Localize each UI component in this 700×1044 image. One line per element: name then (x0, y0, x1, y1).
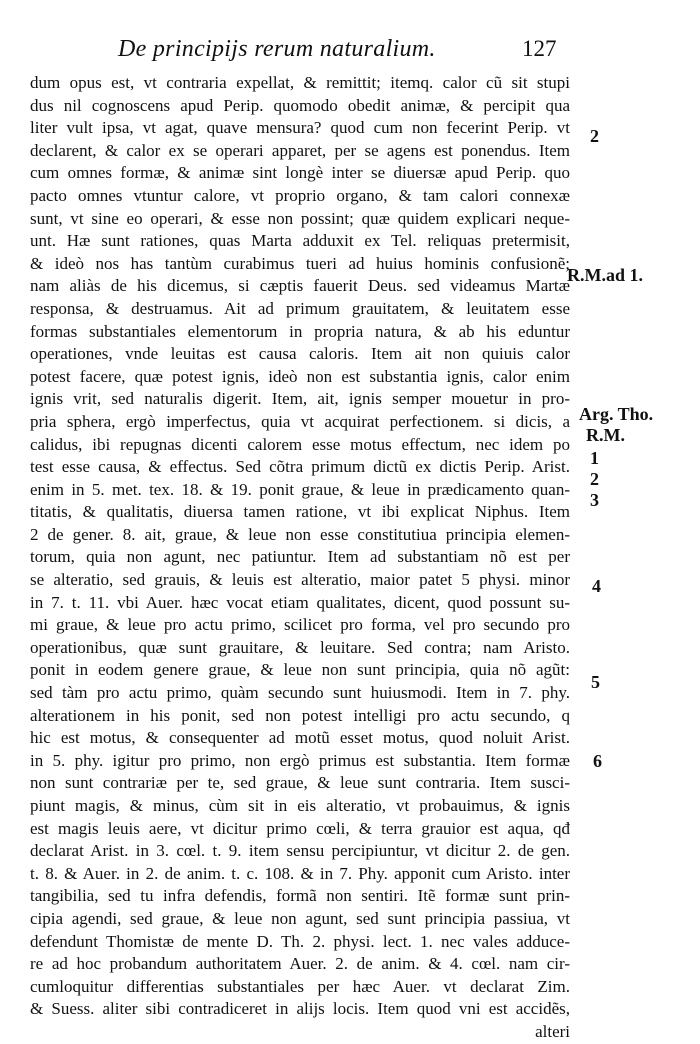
text-line: responsa, & destruamus. Ait ad primum grauitatem, & leuitatem esse (30, 298, 570, 318)
text-line: sunt, vt sine eo operari, & esse non possint; quæ quidem explicari neque- (30, 208, 570, 228)
text-line: dus nil cognoscens apud Perip. quomodo obedit animæ, & percipit qua (30, 95, 570, 115)
text-line: in 5. phy. igitur pro primo, non ergò primus est substantia. Item formæ (30, 750, 570, 770)
text-line: ignis vrit, sed naturalis digerit. Item, ait, ignis semper mouetur in pro- (30, 389, 570, 409)
text-line: enim in 5. met. tex. 18. & 19. ponit graue, & leue in prædicamento quan- (30, 479, 570, 499)
text-line: mi graue, & leue pro actu primo, scilicet pro forma, vel pro secundo pro (30, 615, 570, 635)
text-line: operationes, vnde leuitas est causa caloris. Item ait non quiuis calor (30, 344, 570, 364)
text-line: calidus, ibi repugnas dicenti calorem esse motus effectum, nec idem po (30, 434, 570, 454)
text-line: re ad hoc probandum authoritatem Auer. 2. de anim. & 4. cœl. nam cir- (30, 954, 570, 974)
text-line: cumloquitur differentias substantiales per hæc Auer. vt declarat Zim. (30, 976, 570, 996)
catchword: alteri (535, 1021, 570, 1041)
margin-note: 1 (590, 448, 599, 468)
text-line: operationibus, quæ sunt grauitare, & leuitare. Sed contra; nam Aristo. (30, 637, 570, 657)
text-line: piunt magis, & minus, cùm sit in eis alteratio, vt probauimus, & ignis (30, 796, 570, 815)
text-line: dum opus est, vt contraria expellat, & remittit; itemq. calor cũ sit stupi (30, 73, 570, 92)
text-line: ponit in eodem genere graue, & leue non sunt principia, quia nõ agũt: (30, 660, 570, 680)
text-line: non sunt contrariæ per te, sed graue, & leue sunt contraria. Item susci- (30, 773, 570, 793)
margin-note: R.M.ad 1. (567, 265, 643, 285)
margin-note: R.M. (586, 425, 625, 445)
text-line: hic est motus, & consequenter ad motũ esset motus, quod noluit Arist. (30, 728, 570, 748)
text-line: cipia agendi, sed graue, & leue non agunt, sed sunt principia passiua, vt (30, 908, 570, 928)
text-line: declarat Arist. in 3. cœl. t. 9. item sensu percipiuntur, vt dicitur 2. de gen. (30, 841, 570, 861)
text-line: pacto omnes vtuntur calore, vt proprio organo, & tam calori connexæ (30, 185, 570, 205)
margin-note: 3 (590, 490, 599, 510)
text-line: & Suess. aliter sibi contradiceret in alijs locis. Item quod vni est accidẽs, (30, 999, 570, 1019)
text-line: potest facere, quæ potest ignis, ideò non est substantia ignis, calor enim (30, 366, 570, 386)
text-line: nam aliàs de his dicemus, si cæptis fauerit Deus. sed videamus Martæ (30, 276, 570, 296)
running-title: De principijs rerum naturalium. (118, 36, 436, 62)
margin-note: 4 (592, 576, 601, 596)
text-line: sed tàm pro actu primo, quàm secundo sunt huiusmodi. Item in 7. phy. (30, 683, 570, 703)
text-line: alterationem in his ponit, sed non potest intelligi pro actu secundo, q (30, 705, 570, 725)
text-line: titatis, & qualitatis, diuersa tamen ratione, vt ibi explicat Niphus. Item (30, 502, 570, 522)
body-text (30, 72, 570, 1044)
text-line: formas substantiales elementorum in propria natura, & ab his eduntur (30, 321, 570, 341)
margin-note: 6 (593, 751, 602, 771)
margin-note: Arg. Tho. (579, 404, 654, 424)
text-line: torum, quia non agunt, nec patiuntur. Item ad substantiam nõ est per (30, 547, 570, 567)
text-line: & ideò nos has tantùm curabimus tueri ad huius hominis confusionẽ; (30, 253, 570, 273)
text-line: se alteratio, sed grauis, & leuis est alteratio, maior patet 5 physi. minor (30, 570, 570, 590)
text-line: tangibilia, sed tu infra defendis, formã non sentiri. Itẽ formæ sunt prin- (30, 886, 570, 906)
text-line: cum omnes formæ, & animæ sint longè inter se diuersæ apud Perip. quo (30, 163, 570, 183)
text-line: in 7. t. 11. vbi Auer. hæc vocat etiam qualitates, dicent, quod possunt su- (30, 592, 570, 612)
text-line: unt. Hæ sunt rationes, quas Marta adduxit ex Tel. reliquas pretermisit, (30, 231, 570, 251)
text-line: 2 de gener. 8. ait, graue, & leue non esse constitutiua principia elemen- (30, 524, 570, 544)
text-line: est magis leuis aere, vt dicitur primo cœli, & terra grauior est aqua, qđ (30, 818, 570, 838)
text-line: declarent, & calor ex se operari apparet, per se agens est ponendus. Item (30, 140, 570, 160)
text-line: pria sphera, ergò imperfectus, quia vt acquirat perfectionem. si dicis, a (30, 411, 570, 431)
text-line: defendunt Thomistæ de mente D. Th. 2. physi. lect. 1. nec vales adduce- (30, 931, 570, 951)
margin-note: 2 (590, 126, 599, 146)
margin-note: 2 (590, 469, 599, 489)
text-line: t. 8. & Auer. in 2. de anim. t. c. 108. & in 7. Phy. apponit cum Aristo. inter (30, 863, 570, 883)
text-line: test esse causa, & effectus. Sed cõtra primum dictũ ex dictis Perip. Arist. (30, 457, 570, 477)
margin-note: 5 (591, 672, 600, 692)
text-line: liter vult ipsa, vt agat, quave mensura? quod cum non fecerint Perip. vt (30, 118, 570, 138)
page-number: 127 (522, 36, 557, 61)
